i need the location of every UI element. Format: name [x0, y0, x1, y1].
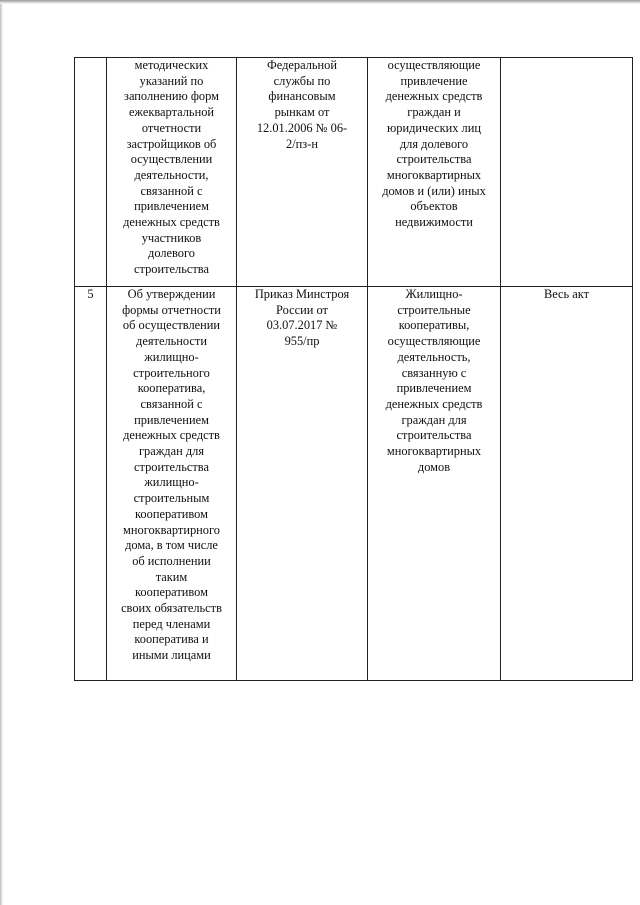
- act-requisites-cell: [237, 287, 368, 681]
- act-requisites-text: Федеральной службы по финансовым рынкам от 12.01.2006 № 06- 2/пз-н: [256, 58, 348, 151]
- act-title-text: Об утверждении формы отчетности об осуществлении деятельности жилищно- строительного кооператива, связанной с привлечением денежных средств граждан для строительства жилищно- строительным кооперативом многоквартирного дома, в том числе об исполнении таким кооперативом своих обязательств перед членами кооператива и иными лицами: [121, 287, 222, 663]
- act-requisites-cell: [237, 58, 368, 287]
- act-title-cell: [107, 58, 237, 287]
- subjects-cell: [368, 287, 501, 681]
- subjects-text: Жилищно- строительные кооперативы, осуществляющие деятельность, связанную с привлечением денежных средств граждан для строительства многоквартирных домов: [385, 287, 483, 474]
- act-title-cell: [107, 287, 237, 681]
- subjects-cell: [368, 58, 501, 287]
- acts-table: [74, 57, 633, 681]
- scan-top-edge: [0, 0, 640, 4]
- scope-cell: Весь акт: [501, 287, 633, 681]
- table-row: [75, 287, 633, 681]
- scan-left-edge: [0, 0, 3, 905]
- row-number-cell: 5: [75, 287, 107, 681]
- subjects-text: осуществляющие привлечение денежных средств граждан и юридических лиц для долевого строительства многоквартирных домов и (или) иных объектов недвижимости: [382, 58, 486, 230]
- act-title-text: методических указаний по заполнению форм ежеквартальной отчетности застройщиков об осуществлении деятельности, связанной с привлечением денежных средств участников долевого строительства: [123, 58, 220, 277]
- scope-cell: [501, 58, 633, 287]
- row-number-cell: [75, 58, 107, 287]
- act-requisites-text: Приказ Минстроя России от 03.07.2017 № 955/пр: [254, 287, 350, 349]
- table-row: [75, 58, 633, 287]
